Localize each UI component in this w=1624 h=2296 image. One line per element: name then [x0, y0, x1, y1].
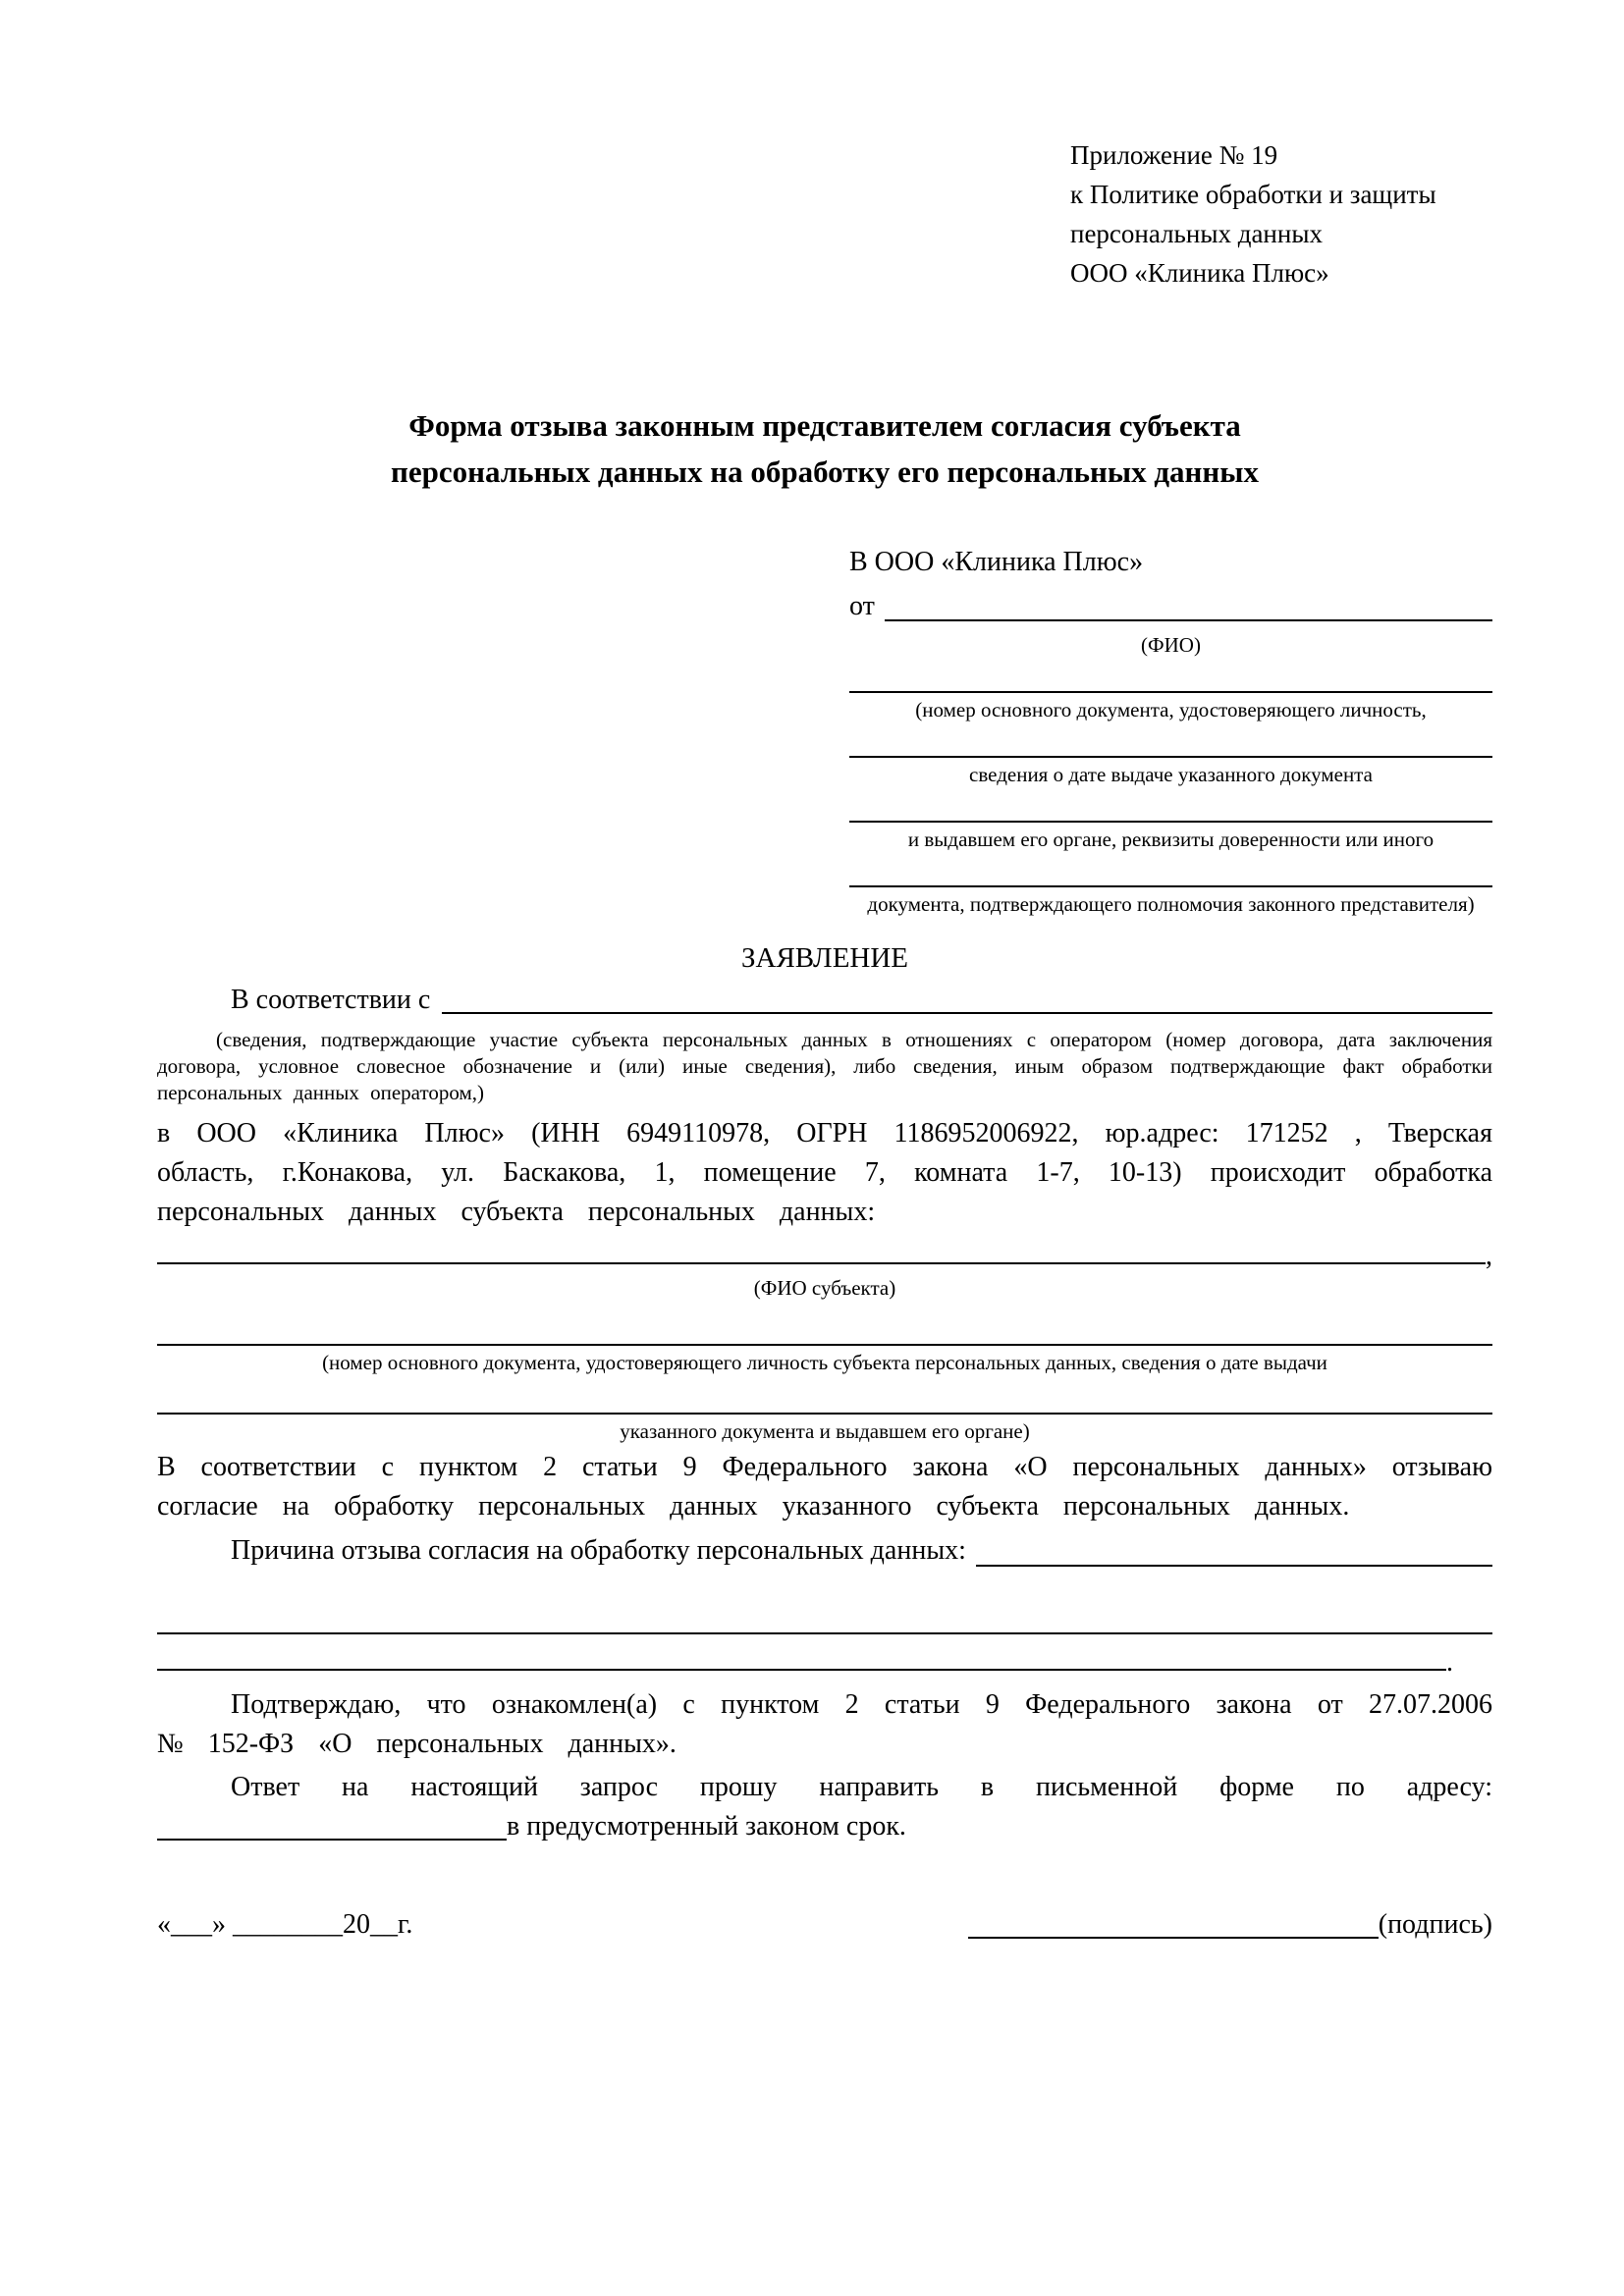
subject-fio-caption: (ФИО субъекта) [753, 1276, 896, 1300]
reason-final-blank-row [157, 1638, 1492, 1678]
reason-final-blank-line [157, 1669, 1446, 1671]
issuing-authority-caption: и выдавшем его органе, реквизиты доверенности или иного [907, 828, 1435, 851]
appendix-header-line: Приложение № 19 [1070, 140, 1278, 170]
confirm-paragraph: Подтверждаю, что ознакомлен(а) с пунктом 2 статьи 9 Федерального закона от 27.07.2006 № 152-ФЗ «О персональных данных». [157, 1689, 1492, 1759]
withdraw-paragraph: В соответствии с пунктом 2 статьи 9 Федерального закона «О персональных данных» отзываю согласие на обработку персональных данных указанного субъекта персональных данных. [157, 1452, 1492, 1522]
document-title-line: персональных данных на обработку его персональных данных [391, 454, 1259, 489]
subject-document-caption-line2: указанного документа и выдавшем его органе) [620, 1419, 1030, 1443]
issue-date-caption: сведения о дате выдаче указанного документа [969, 763, 1373, 786]
appendix-header [1070, 135, 1492, 293]
reason-label: Причина отзыва согласия на обработку персональных данных: [231, 1535, 966, 1566]
in-accordance-row [157, 980, 1492, 1021]
subject-document-blank-line2 [157, 1375, 1492, 1415]
signature-footer [157, 1903, 1492, 1947]
fio-caption: (ФИО) [1141, 633, 1201, 657]
reply-term-text: в предусмотренный законом срок. [507, 1811, 906, 1842]
signature-line [968, 1937, 1379, 1939]
signature-area [968, 1903, 1492, 1947]
appendix-header-line: к Политике обработки и защиты [1070, 180, 1436, 209]
subject-fio-blank-row [157, 1232, 1492, 1271]
reason-blank-line [976, 1528, 1492, 1567]
representative-authority-caption: документа, подтверждающего полномочия законного представителя) [867, 892, 1475, 916]
appendix-header-line: ООО «Клиника Плюс» [1070, 258, 1329, 288]
issuing-authority-blank-line [849, 787, 1492, 823]
issue-date-blank-line [849, 722, 1492, 758]
reason-continuation-blank-line [157, 1599, 1492, 1634]
in-accordance-blank-line [442, 980, 1492, 1014]
addressee-organization: В ООО «Клиника Плюс» [849, 547, 1144, 577]
signature-caption: (подпись) [1378, 1909, 1492, 1940]
participation-note: (сведения, подтверждающие участие субъекта персональных данных в отношениях с оператором (номер договора, дата заключения договора, условное словесное обозначение и (или) иные сведения), либо сведения, иным образом подтверждающие факт обработки персональных данных оператором,) [157, 1028, 1492, 1104]
trailing-period: . [1446, 1647, 1453, 1678]
subject-document-caption-line1: (номер основного документа, удостоверяющего личность субъекта персональных данных, сведения о дате выдачи [322, 1351, 1327, 1374]
appendix-header-line: персональных данных [1070, 219, 1323, 248]
in-accordance-label: В соответствии с [231, 985, 431, 1015]
date-blank: «___» ________20__г. [157, 1909, 413, 1940]
subject-fio-blank-line [157, 1262, 1486, 1264]
representative-authority-blank-line [849, 852, 1492, 887]
document-title-line: Форма отзыва законным представителем согласия субъекта [408, 408, 1241, 443]
subject-document-blank-line [157, 1301, 1492, 1346]
paragraph-indent [157, 1528, 231, 1574]
addressee-from-row [849, 585, 1492, 628]
reply-address-row [157, 1807, 1492, 1846]
statement-heading: ЗАЯВЛЕНИЕ [740, 942, 909, 974]
paragraph-indent [157, 980, 231, 1021]
reply-address-blank-line [157, 1839, 507, 1841]
operator-paragraph: в ООО «Клиника Плюс» (ИНН 6949110978, ОГРН 1186952006922, юр.адрес: 171252 , Тверская область, г.Конакова, ул. Баскакова, 1, помещение 7, комната 1-7, 10-13) происходит обработка персональных данных субъекта персональных данных: [157, 1118, 1492, 1227]
addressee-block [849, 540, 1492, 917]
fio-blank-line [885, 585, 1492, 621]
document-title [157, 402, 1492, 495]
document-number-caption: (номер основного документа, удостоверяющего личность, [915, 698, 1427, 721]
trailing-comma: , [1486, 1241, 1492, 1271]
document-number-blank-line [849, 658, 1492, 693]
reply-request-line: Ответ на настоящий запрос прошу направить в письменной форме по адресу: [231, 1772, 1492, 1802]
reason-row [157, 1526, 1492, 1574]
from-label: от [849, 591, 875, 621]
